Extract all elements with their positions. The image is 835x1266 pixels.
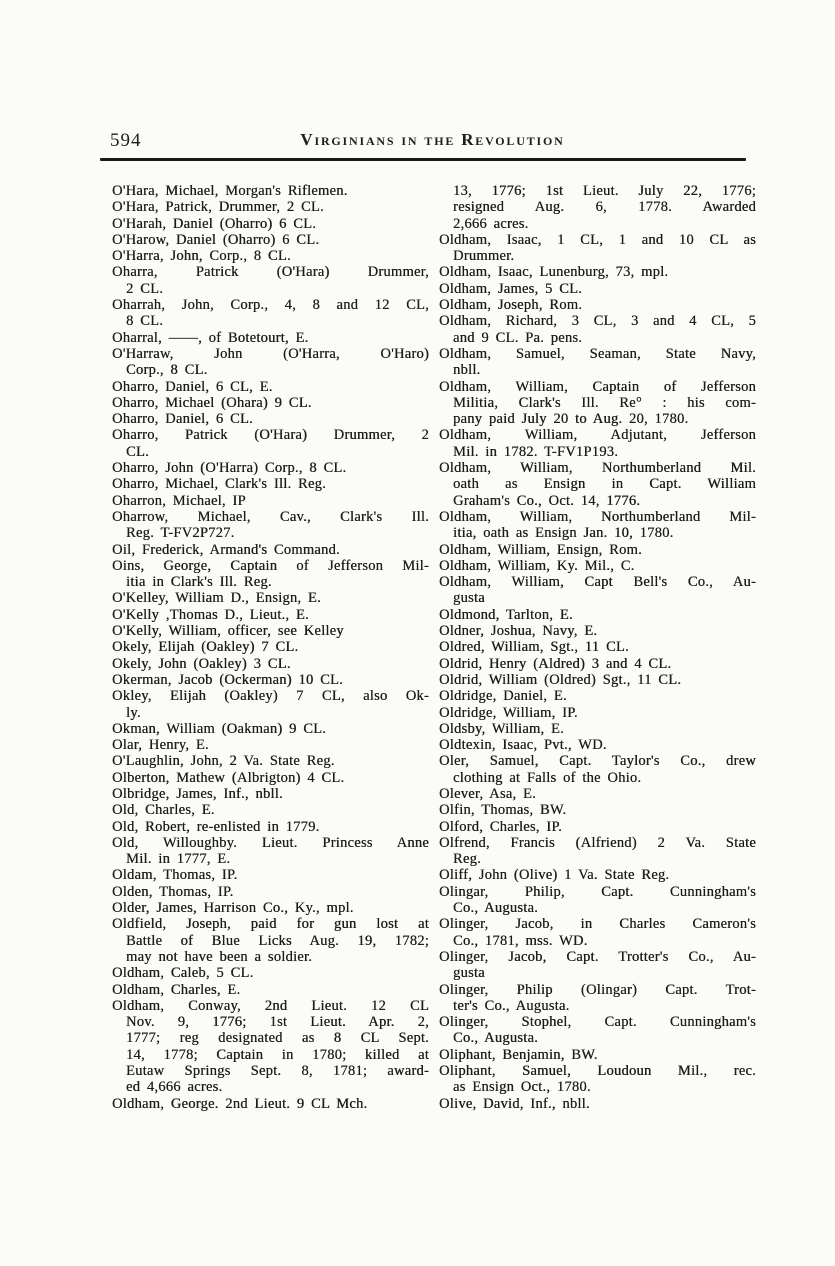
- entry-line: Oharrah, John, Corp., 4, 8 and 12 CL,: [112, 297, 429, 314]
- entry-line: resigned Aug. 6, 1778. Awarded: [453, 199, 756, 216]
- roster-entry: [112, 264, 429, 297]
- entry-line: Co., Augusta.: [453, 1030, 538, 1047]
- entry-line: Olever, Asa, E.: [439, 785, 536, 802]
- entry-line: Oharro, Patrick (O'Hara) Drummer, 2: [112, 427, 429, 444]
- roster-entry: [439, 1047, 756, 1063]
- roster-entry: [112, 216, 429, 232]
- entry-line: 1777; reg designated as 8 CL Sept.: [126, 1030, 429, 1047]
- entry-line: Oldham, William, Capt Bell's Co., Au-: [439, 574, 756, 591]
- entry-line: Old, Charles, E.: [112, 802, 215, 819]
- entry-line: ed 4,666 acres.: [126, 1079, 223, 1096]
- roster-entry: [439, 232, 756, 265]
- entry-line: Olive, David, Inf., nbll.: [439, 1095, 590, 1112]
- entry-line: Nov. 9, 1776; 1st Lieut. Apr. 2,: [126, 1014, 429, 1031]
- roster-entry: [112, 248, 429, 264]
- roster-entry: [439, 1096, 756, 1112]
- roster-entry: [439, 786, 756, 802]
- entry-line: gusta: [453, 590, 485, 607]
- roster-entry: [439, 183, 756, 232]
- entry-line: clothing at Falls of the Ohio.: [453, 769, 642, 786]
- entry-line: Oharro, Daniel, 6 CL.: [112, 411, 253, 428]
- entry-line: CL.: [126, 443, 149, 460]
- entry-line: Okley, Elijah (Oakley) 7 CL, also Ok-: [112, 688, 429, 705]
- roster-entry: [112, 998, 429, 1096]
- roster-entry: [112, 509, 429, 542]
- roster-entry: [112, 884, 429, 900]
- entry-line: O'Kelly ,Thomas D., Lieut., E.: [112, 606, 309, 623]
- roster-entry: [112, 1096, 429, 1112]
- entry-line: Oldridge, Daniel, E.: [439, 688, 567, 705]
- roster-entry: [112, 183, 429, 199]
- roster-entry: [439, 558, 756, 574]
- roster-entry: [439, 835, 756, 868]
- entry-line: Oldham, William, Captain of Jefferson: [439, 378, 756, 395]
- entry-line: as Ensign Oct., 1780.: [453, 1079, 591, 1096]
- roster-entry: [112, 607, 429, 623]
- entry-line: 14, 1778; Captain in 1780; killed at: [126, 1046, 429, 1063]
- roster-entry: [439, 916, 756, 949]
- roster-entry: [112, 819, 429, 835]
- entry-line: Oldred, William, Sgt., 11 CL.: [439, 639, 629, 656]
- entry-line: O'Hara, Patrick, Drummer, 2 CL.: [112, 199, 324, 216]
- roster-entry: [112, 476, 429, 492]
- roster-entry: [112, 297, 429, 330]
- page-header: [110, 130, 755, 154]
- roster-columns: [112, 183, 756, 1112]
- entry-line: Oldham, Joseph, Rom.: [439, 297, 583, 314]
- roster-entry: [112, 427, 429, 460]
- roster-entry: [112, 558, 429, 591]
- entry-line: itia, oath as Ensign Jan. 10, 1780.: [453, 525, 674, 542]
- roster-entry: [439, 656, 756, 672]
- column-left: [112, 183, 429, 1112]
- entry-line: Olfrend, Francis (Alfriend) 2 Va. State: [439, 834, 756, 851]
- roster-entry: [112, 753, 429, 769]
- entry-line: Oharron, Michael, IP: [112, 492, 246, 509]
- entry-line: Battle of Blue Licks Aug. 19, 1782;: [126, 932, 429, 949]
- entry-line: gusta: [453, 965, 485, 982]
- entry-line: Mil. in 1782. T-FV1P193.: [453, 443, 619, 460]
- entry-line: Older, James, Harrison Co., Ky., mpl.: [112, 900, 354, 917]
- entry-line: Oliphant, Samuel, Loudoun Mil., rec.: [439, 1063, 756, 1080]
- entry-line: Oler, Samuel, Capt. Taylor's Co., drew: [439, 753, 756, 770]
- entry-line: 8 CL.: [126, 313, 164, 330]
- entry-line: Oliff, John (Olive) 1 Va. State Reg.: [439, 867, 670, 884]
- entry-line: Oldham, Isaac, Lunenburg, 73, mpl.: [439, 264, 669, 281]
- entry-line: Co., 1781, mss. WD.: [453, 932, 588, 949]
- entry-line: Oliphant, Benjamin, BW.: [439, 1046, 598, 1063]
- roster-entry: [112, 737, 429, 753]
- entry-line: and 9 CL. Pa. pens.: [453, 329, 583, 346]
- entry-line: O'Laughlin, John, 2 Va. State Reg.: [112, 753, 335, 770]
- entry-line: Oldham, Samuel, Seaman, State Navy,: [439, 345, 756, 362]
- entry-line: O'Kelly, William, officer, see Kelley: [112, 623, 344, 640]
- entry-line: Oldrid, Henry (Aldred) 3 and 4 CL.: [439, 655, 672, 672]
- roster-entry: [439, 802, 756, 818]
- roster-entry: [439, 509, 756, 542]
- roster-entry: [112, 411, 429, 427]
- roster-entry: [439, 1063, 756, 1096]
- header-rule: [100, 158, 746, 161]
- roster-entry: [439, 313, 756, 346]
- entry-line: Olford, Charles, IP.: [439, 818, 562, 835]
- entry-line: Olbridge, James, Inf., nbll.: [112, 785, 283, 802]
- roster-entry: [439, 379, 756, 428]
- roster-entry: [439, 1014, 756, 1047]
- entry-line: pany paid July 20 to Aug. 20, 1780.: [453, 411, 689, 428]
- roster-entry: [112, 688, 429, 721]
- entry-line: ter's Co., Augusta.: [453, 997, 570, 1014]
- roster-entry: [112, 460, 429, 476]
- entry-line: Oldham, William, Ky. Mil., C.: [439, 557, 635, 574]
- entry-line: Okely, Elijah (Oakley) 7 CL.: [112, 639, 299, 656]
- roster-entry: [439, 688, 756, 704]
- entry-line: Oil, Frederick, Armand's Command.: [112, 541, 340, 558]
- entry-line: Oharrow, Michael, Cav., Clark's Ill.: [112, 508, 429, 525]
- roster-entry: [112, 330, 429, 346]
- entry-line: Oldham, James, 5 CL.: [439, 280, 583, 297]
- roster-entry: [439, 639, 756, 655]
- entry-line: O'Kelley, William D., Ensign, E.: [112, 590, 321, 607]
- roster-entry: [112, 916, 429, 965]
- entry-line: Oharro, John (O'Harra) Corp., 8 CL.: [112, 460, 347, 477]
- entry-line: Oldham, William, Northumberland Mil-: [439, 508, 756, 525]
- entry-line: 2,666 acres.: [453, 215, 529, 232]
- entry-line: Olinger, Stophel, Capt. Cunningham's: [439, 1014, 756, 1031]
- entry-line: Oldham, Conway, 2nd Lieut. 12 CL: [112, 997, 429, 1014]
- roster-entry: [439, 753, 756, 786]
- roster-entry: [439, 607, 756, 623]
- roster-entry: [439, 867, 756, 883]
- roster-entry: [112, 900, 429, 916]
- entry-line: Oharro, Michael (Ohara) 9 CL.: [112, 394, 312, 411]
- entry-line: Oharro, Daniel, 6 CL, E.: [112, 378, 273, 395]
- roster-entry: [439, 982, 756, 1015]
- entry-line: Olberton, Mathew (Albrigton) 4 CL.: [112, 769, 345, 786]
- roster-entry: [439, 819, 756, 835]
- entry-line: Oharra, Patrick (O'Hara) Drummer,: [112, 264, 429, 281]
- entry-line: Olden, Thomas, IP.: [112, 883, 234, 900]
- entry-line: Oldrid, William (Oldred) Sgt., 11 CL.: [439, 671, 682, 688]
- entry-line: O'Hara, Michael, Morgan's Riflemen.: [112, 183, 348, 199]
- roster-entry: [112, 965, 429, 981]
- roster-entry: [439, 737, 756, 753]
- entry-line: Oharro, Michael, Clark's Ill. Reg.: [112, 476, 326, 493]
- entry-line: Oldham, Richard, 3 CL, 3 and 4 CL, 5: [439, 313, 756, 330]
- entry-line: Mil. in 1777, E.: [126, 851, 231, 868]
- entry-line: Olingar, Philip, Capt. Cunningham's: [439, 883, 756, 900]
- roster-entry: [112, 395, 429, 411]
- roster-entry: [439, 721, 756, 737]
- roster-entry: [112, 802, 429, 818]
- roster-entry: [439, 705, 756, 721]
- entry-line: Okman, William (Oakman) 9 CL.: [112, 720, 327, 737]
- roster-entry: [112, 770, 429, 786]
- entry-line: Oldham, William, Ensign, Rom.: [439, 541, 642, 558]
- roster-entry: [439, 949, 756, 982]
- roster-entry: [439, 427, 756, 460]
- entry-line: itia in Clark's Ill. Reg.: [126, 574, 272, 591]
- entry-line: Olinger, Jacob, Capt. Trotter's Co., Au-: [439, 948, 756, 965]
- roster-entry: [112, 623, 429, 639]
- entry-line: 2 CL.: [126, 280, 164, 297]
- roster-entry: [112, 982, 429, 998]
- entry-line: Oldham, Caleb, 5 CL.: [112, 965, 254, 982]
- roster-entry: [112, 379, 429, 395]
- roster-entry: [112, 346, 429, 379]
- entry-line: Oldham, William, Adjutant, Jefferson: [439, 427, 756, 444]
- entry-line: Olinger, Jacob, in Charles Cameron's: [439, 916, 756, 933]
- page-number: 594: [110, 130, 142, 151]
- roster-entry: [112, 542, 429, 558]
- roster-entry: [112, 672, 429, 688]
- entry-line: Oins, George, Captain of Jefferson Mil-: [112, 557, 429, 574]
- entry-line: O'Harah, Daniel (Oharro) 6 CL.: [112, 215, 317, 232]
- roster-entry: [439, 542, 756, 558]
- roster-entry: [439, 672, 756, 688]
- entry-line: Oldham, William, Northumberland Mil.: [439, 460, 756, 477]
- running-title: Virginians in the Revolution: [300, 130, 565, 149]
- entry-line: nbll.: [453, 362, 481, 379]
- entry-line: Eutaw Springs Sept. 8, 1781; award-: [126, 1063, 429, 1080]
- roster-entry: [439, 623, 756, 639]
- entry-line: Drummer.: [453, 248, 515, 265]
- entry-line: Oldsby, William, E.: [439, 720, 564, 737]
- entry-line: Olinger, Philip (Olingar) Capt. Trot-: [439, 981, 756, 998]
- roster-entry: [112, 590, 429, 606]
- entry-line: O'Harow, Daniel (Oharro) 6 CL.: [112, 231, 320, 248]
- roster-entry: [112, 721, 429, 737]
- roster-entry: [439, 281, 756, 297]
- entry-line: Oldham, George. 2nd Lieut. 9 CL Mch.: [112, 1095, 368, 1112]
- roster-entry: [112, 656, 429, 672]
- entry-line: Oldmond, Tarlton, E.: [439, 606, 573, 623]
- entry-line: Reg. T-FV2P727.: [126, 525, 235, 542]
- roster-entry: [112, 199, 429, 215]
- entry-line: Oldridge, William, IP.: [439, 704, 578, 721]
- entry-line: Oldtexin, Isaac, Pvt., WD.: [439, 737, 607, 754]
- entry-line: Okely, John (Oakley) 3 CL.: [112, 655, 291, 672]
- entry-line: Olfin, Thomas, BW.: [439, 802, 567, 819]
- entry-line: Oldham, Charles, E.: [112, 981, 241, 998]
- roster-entry: [112, 835, 429, 868]
- entry-line: O'Harraw, John (O'Harra, O'Haro): [112, 345, 429, 362]
- entry-line: Co., Augusta.: [453, 900, 538, 917]
- roster-entry: [439, 264, 756, 280]
- roster-entry: [439, 574, 756, 607]
- entry-line: Corp., 8 CL.: [126, 362, 208, 379]
- entry-line: O'Harra, John, Corp., 8 CL.: [112, 248, 291, 265]
- entry-line: Okerman, Jacob (Ockerman) 10 CL.: [112, 671, 343, 688]
- entry-line: Oldam, Thomas, IP.: [112, 867, 238, 884]
- entry-line: ly.: [126, 704, 141, 721]
- roster-entry: [439, 297, 756, 313]
- entry-line: Graham's Co., Oct. 14, 1776.: [453, 492, 641, 509]
- entry-line: Militia, Clark's Ill. Re° : his com-: [453, 394, 756, 411]
- entry-line: Oldham, Isaac, 1 CL, 1 and 10 CL as: [439, 231, 756, 248]
- roster-entry: [112, 786, 429, 802]
- roster-entry: [112, 493, 429, 509]
- entry-line: Old, Robert, re-enlisted in 1779.: [112, 818, 320, 835]
- entry-line: may not have been a soldier.: [126, 948, 313, 965]
- entry-line: Olar, Henry, E.: [112, 737, 209, 754]
- entry-line: oath as Ensign in Capt. William: [453, 476, 756, 493]
- column-right: [439, 183, 756, 1112]
- roster-entry: [112, 232, 429, 248]
- entry-line: Oharral, ——, of Botetourt, E.: [112, 329, 309, 346]
- roster-entry: [439, 346, 756, 379]
- entry-line: 13, 1776; 1st Lieut. July 22, 1776;: [453, 183, 756, 199]
- entry-line: Oldner, Joshua, Navy, E.: [439, 623, 598, 640]
- entry-line: Reg.: [453, 851, 481, 868]
- roster-entry: [112, 867, 429, 883]
- roster-entry: [439, 460, 756, 509]
- entry-line: Oldfield, Joseph, paid for gun lost at: [112, 916, 429, 933]
- roster-entry: [112, 639, 429, 655]
- roster-entry: [439, 884, 756, 917]
- entry-line: Old, Willoughby. Lieut. Princess Anne: [112, 834, 429, 851]
